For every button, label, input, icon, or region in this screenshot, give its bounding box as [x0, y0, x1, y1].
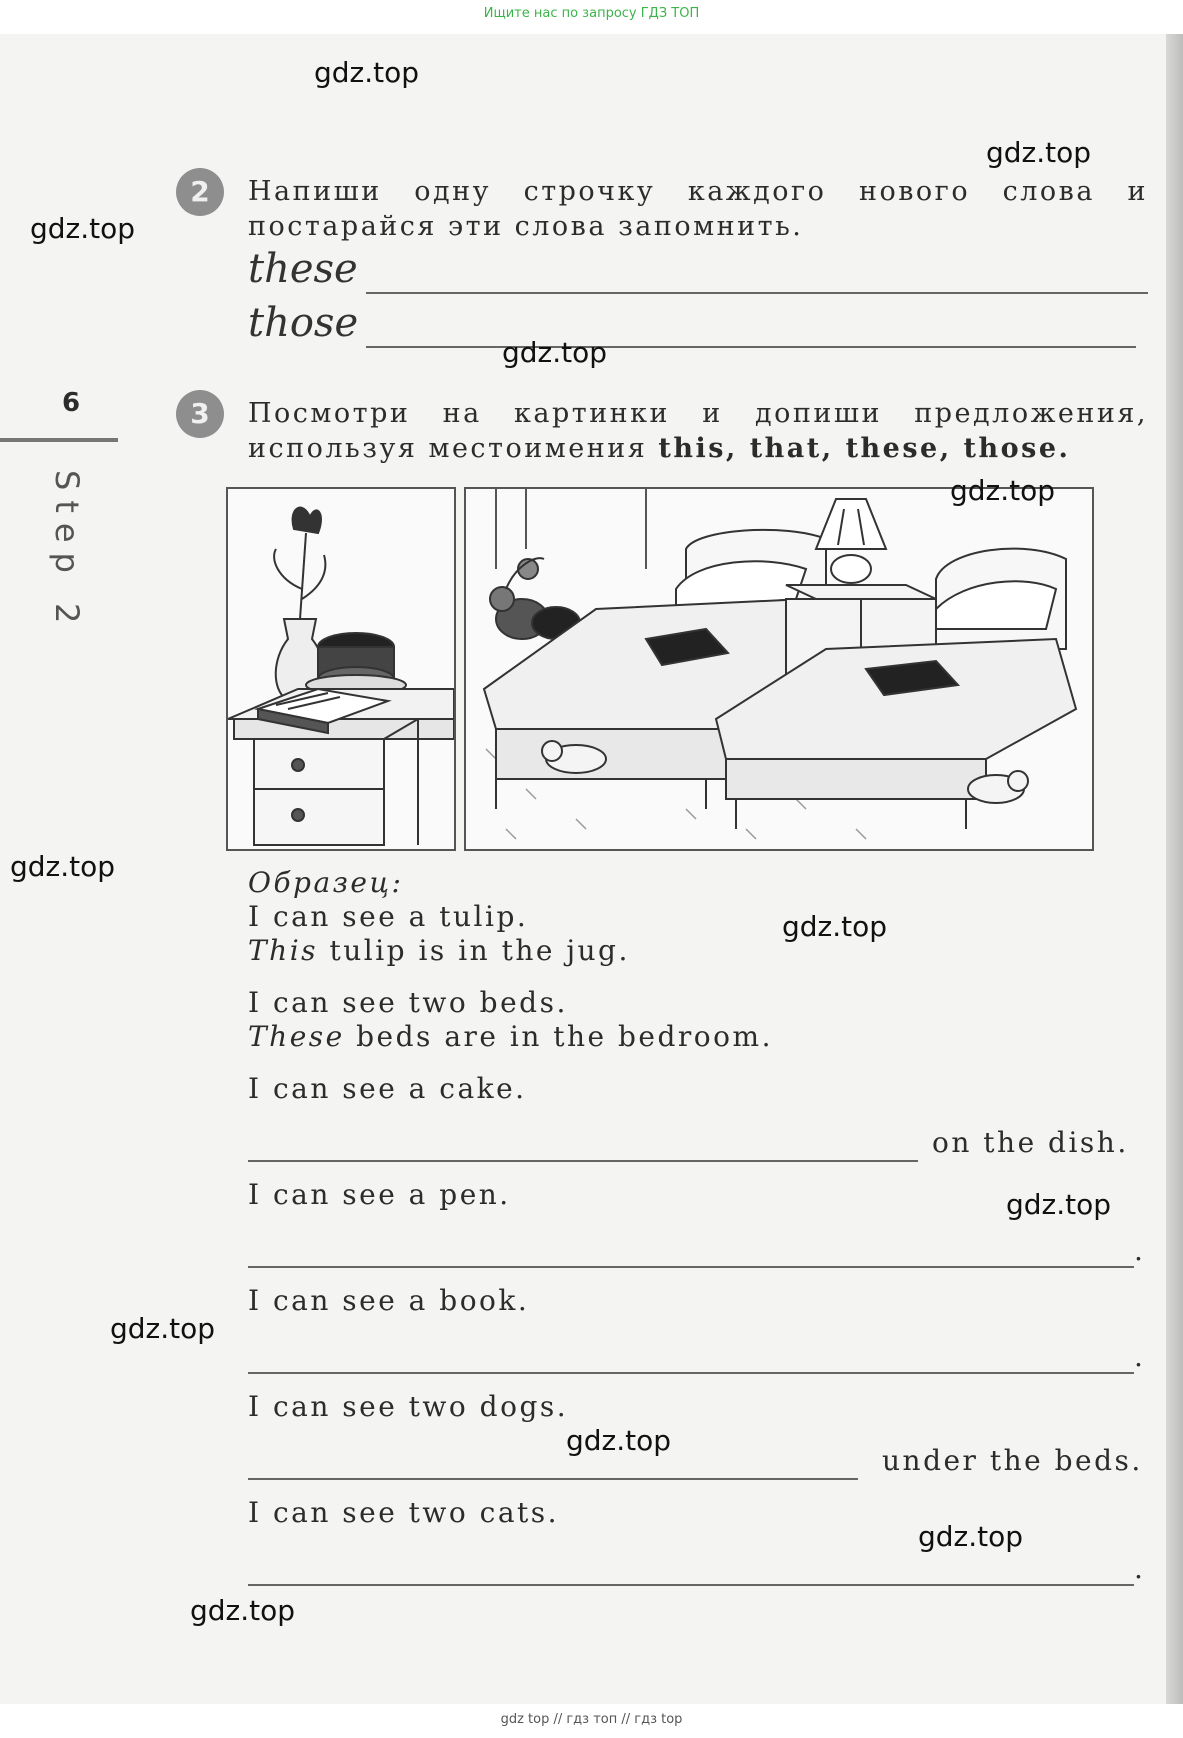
- bottom-banner[interactable]: gdz top // гдз топ // гдз top: [500, 1712, 683, 1727]
- item-5-answer-line[interactable]: [248, 1584, 1134, 1586]
- watermark: gdz.top: [314, 56, 420, 89]
- watermark: gdz.top: [110, 1312, 216, 1345]
- watermark: gdz.top: [30, 212, 136, 245]
- sample-2-pronoun: These: [248, 1020, 345, 1053]
- top-banner[interactable]: Ищите нас по запросу ГДЗ ТОП: [483, 6, 700, 21]
- picture-bedroom: [464, 487, 1094, 851]
- window-icon: [496, 489, 646, 569]
- task-2-number-badge: 2: [176, 168, 224, 216]
- item-1-answer-line[interactable]: [248, 1160, 918, 1162]
- watermark: gdz.top: [1006, 1188, 1112, 1221]
- sample-1-line-2: [248, 934, 630, 967]
- item-1-suffix: on the dish.: [932, 1126, 1129, 1159]
- cat-icon: [490, 558, 580, 639]
- item-5-suffix: .: [1134, 1552, 1143, 1585]
- watermark: gdz.top: [918, 1520, 1024, 1553]
- item-4-answer-line[interactable]: [248, 1478, 858, 1480]
- sample-2-line-1: I can see two beds.: [248, 986, 568, 1019]
- script-word-these: these: [248, 246, 358, 292]
- picture-table-tulip-cake-book: [226, 487, 456, 851]
- watermark: gdz.top: [782, 910, 888, 943]
- item-4-prompt: I can see two dogs.: [248, 1390, 569, 1423]
- item-2-prompt: I can see a pen.: [248, 1178, 511, 1211]
- item-4-suffix: under the beds.: [882, 1444, 1143, 1477]
- task-2-instruction: Напиши одну строчку каждого нового слова и постарайся эти слова запомнить.: [248, 176, 1148, 242]
- sample-label: Образец:: [248, 866, 404, 899]
- sample-1-pronoun: This: [248, 934, 319, 967]
- writing-line-those[interactable]: [366, 346, 1136, 348]
- item-2-answer-line[interactable]: [248, 1266, 1134, 1268]
- sample-1-line-1: I can see a tulip.: [248, 900, 529, 933]
- item-3-prompt: I can see a book.: [248, 1284, 530, 1317]
- task-3-pronouns: this, that, these, those.: [658, 433, 1071, 464]
- side-divider: [0, 438, 118, 442]
- page-edge-shadow: [1166, 34, 1183, 1704]
- table-illustration: [228, 489, 454, 849]
- item-5-prompt: I can see two cats.: [248, 1496, 560, 1529]
- watermark: gdz.top: [10, 850, 116, 883]
- item-1-prompt: I can see a cake.: [248, 1072, 527, 1105]
- sample-1-rest: tulip is in the jug.: [329, 934, 630, 967]
- writing-line-these[interactable]: [366, 292, 1148, 294]
- watermark: gdz.top: [190, 1594, 296, 1627]
- task-3-instruction: [248, 396, 1148, 466]
- sample-2-line-2: [248, 1020, 773, 1053]
- step-label-vertical: Step 2: [48, 470, 86, 634]
- item-3-answer-line[interactable]: [248, 1372, 1134, 1374]
- watermark: gdz.top: [566, 1424, 672, 1457]
- task-3-number-badge: 3: [176, 390, 224, 438]
- task-3-instruction-text: Посмотри на картинки и допиши предложения, используя местоимения: [248, 398, 1148, 464]
- cake-icon: [306, 633, 406, 695]
- page-number: 6: [62, 388, 81, 418]
- script-word-those: those: [248, 300, 359, 346]
- tulip-icon: [274, 508, 325, 619]
- watermark: gdz.top: [950, 474, 1056, 507]
- item-3-suffix: .: [1134, 1340, 1143, 1373]
- item-2-suffix: .: [1134, 1234, 1143, 1267]
- watermark: gdz.top: [502, 336, 608, 369]
- sample-2-rest: beds are in the bedroom.: [356, 1020, 773, 1053]
- watermark: gdz.top: [986, 136, 1092, 169]
- bedroom-illustration: [466, 489, 1092, 849]
